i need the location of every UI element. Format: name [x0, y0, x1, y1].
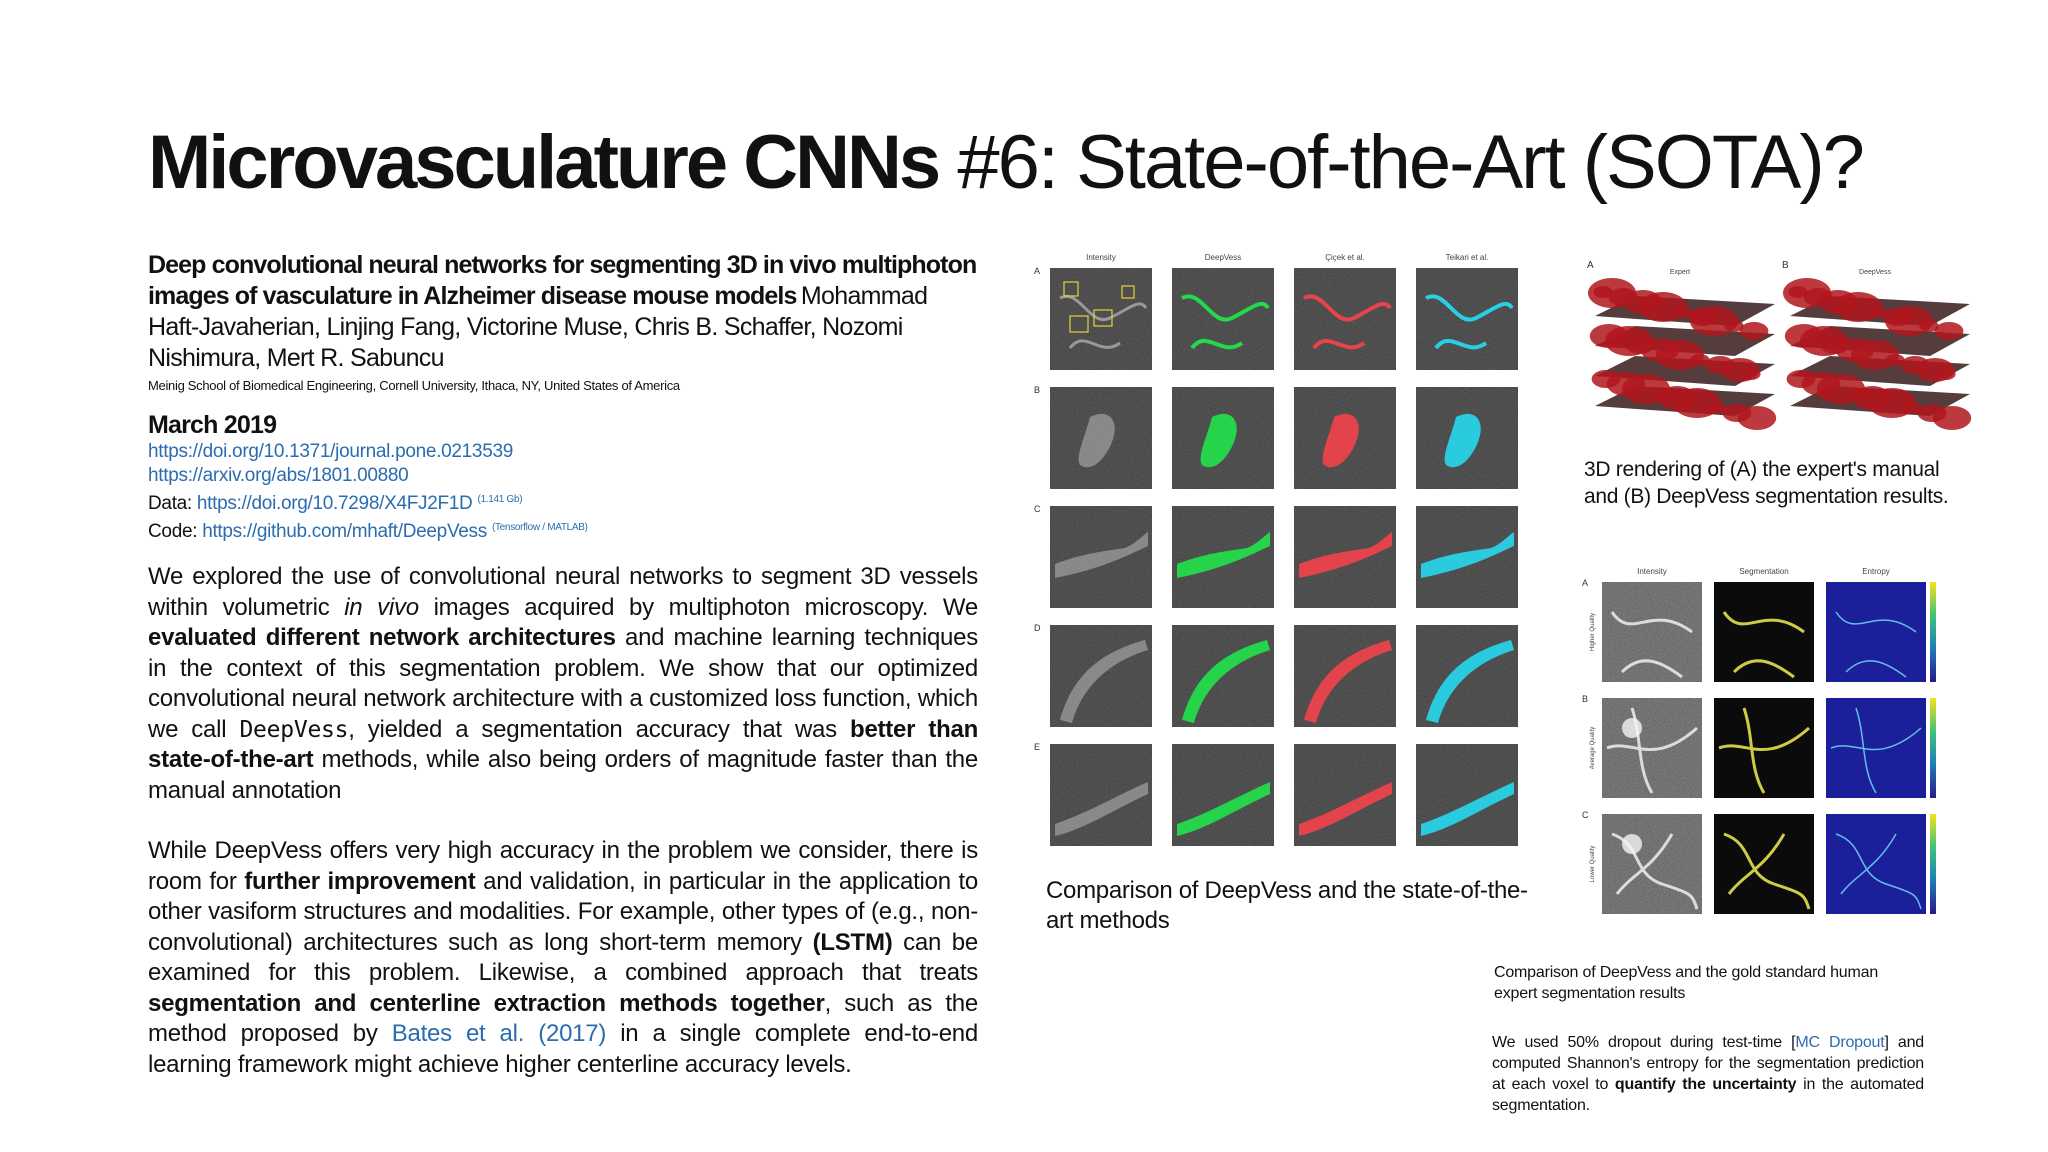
data-link[interactable]: https://doi.org/10.7298/X4FJ2F1D	[196, 493, 473, 514]
uncertainty-side-label: Average Quality	[1590, 726, 1596, 770]
title-light: #6: State-of-the-Art (SOTA)?	[957, 120, 1863, 205]
render-volume	[1588, 278, 1776, 430]
comparison-caption: Comparison of DeepVess and the state-of-the-art methods	[1046, 877, 1528, 934]
comparison-row-label: B	[1034, 385, 1041, 395]
paper-title-authors	[148, 250, 978, 374]
comparison-tile	[1050, 506, 1152, 608]
comparison-tile	[1050, 268, 1152, 370]
para1-deepvess-mono: DeepVess	[239, 716, 349, 743]
comparison-row-label: A	[1034, 266, 1041, 276]
para1-text-1: We explored the use of convolutional neural networks to segment 3D vessels within volumetric	[148, 563, 978, 621]
code-link[interactable]: https://github.com/mhaft/DeepVess	[202, 521, 487, 542]
paper-date: March 2019	[148, 411, 277, 439]
comparison-tile	[1294, 387, 1396, 489]
uncertainty-col-header: Intensity	[1637, 567, 1667, 576]
title-bold: Microvasculature CNNs	[148, 120, 939, 205]
para2-bold-3: segmentation and centerline extraction methods together	[148, 989, 825, 1017]
comparison-tile	[1294, 268, 1396, 370]
uncertainty-tile	[1714, 582, 1814, 682]
para2-bold-1: further improvement	[244, 867, 476, 895]
entropy-colorbar	[1930, 698, 1936, 798]
comparison-col-header: Intensity	[1086, 253, 1116, 262]
render-panel-label: A	[1587, 260, 1594, 271]
comparison-row-label: D	[1034, 623, 1041, 633]
comparison-tile	[1172, 506, 1274, 608]
comparison-figure	[1030, 250, 1530, 860]
render-volume	[1783, 278, 1971, 430]
comparison-tile	[1294, 625, 1396, 727]
para1-text-4: , yielded a segmentation accuracy that was	[348, 715, 851, 743]
comparison-tile	[1172, 744, 1274, 846]
comparison-tile	[1416, 268, 1518, 370]
para1-text-5: methods, while also being orders of magnitude faster than the manual annotation	[148, 746, 978, 804]
data-line	[148, 488, 978, 516]
render-figure	[1585, 258, 1975, 438]
comparison-row-label: E	[1034, 742, 1041, 752]
para1-text-2: images acquired by multiphoton microscopy. We	[418, 593, 978, 621]
dropout-text-2: ] and computed Shannon's entropy for the segmentation prediction at each voxel to	[1492, 1034, 1924, 1093]
uncertainty-side-label: Lower Quality	[1590, 845, 1596, 883]
comparison-col-header: DeepVess	[1204, 253, 1242, 262]
comparison-tile	[1416, 506, 1518, 608]
comparison-tile	[1172, 268, 1274, 370]
paper-title: Deep convolutional neural networks for segmenting 3D in vivo multiphoton images of vasculature in Alzheimer disease mouse models	[148, 251, 977, 310]
data-note: (1.141 Gb)	[477, 494, 523, 505]
uncertainty-tile	[1714, 814, 1814, 914]
paper-reference	[148, 250, 978, 544]
code-note: (Tensorflow / MATLAB)	[491, 522, 588, 533]
para2-text-4: , such as the method proposed by	[148, 989, 979, 1047]
paper-authors: Mohammad Haft-Javaherian, Linjing Fang, Victorine Muse, Chris B. Schaffer, Nozomi Nishimura, Mert R. Sabuncu	[148, 282, 928, 372]
paper-affiliation: Meinig School of Biomedical Engineering, Cornell University, Ithaca, NY, United States of America	[148, 378, 680, 393]
uncertainty-tile	[1826, 814, 1926, 914]
dropout-note	[1492, 1032, 1924, 1116]
dropout-text-1: We used 50% dropout during test-time [	[1492, 1034, 1796, 1051]
bright-spot	[1622, 834, 1642, 854]
comparison-tile	[1172, 625, 1274, 727]
doi-link[interactable]: https://doi.org/10.1371/journal.pone.0213539	[148, 441, 513, 462]
comparison-tile	[1172, 387, 1274, 489]
comparison-tile	[1416, 625, 1518, 727]
para1-text-3: and machine learning techniques in the context of this segmentation problem. We show that our optimized convolutional neural network architecture with a customized loss function, which we call	[148, 624, 978, 743]
dropout-bold: quantify the uncertainty	[1614, 1076, 1797, 1093]
abstract-paragraph	[148, 562, 978, 806]
mc-dropout-link[interactable]: MC Dropout	[1795, 1034, 1885, 1051]
uncertainty-side-label: Higher Quality	[1590, 612, 1596, 652]
uncertainty-tile	[1602, 698, 1702, 798]
comparison-tile	[1294, 506, 1396, 608]
uncertainty-figure	[1580, 562, 1970, 922]
uncertainty-tile	[1826, 582, 1926, 682]
para2-text-2: and validation, in particular in the application to other vasiform structures and modalities. For example, other types of (e.g., non-convolutional) architectures such as long short-term memory	[148, 867, 979, 956]
uncertainty-tile	[1602, 814, 1702, 914]
uncertainty-tile	[1602, 582, 1702, 682]
bright-spot	[1622, 718, 1642, 738]
dropout-text-3: in the automated segmentation.	[1492, 1076, 1924, 1114]
code-label: Code:	[148, 521, 198, 542]
uncertainty-row-label: A	[1582, 578, 1589, 588]
comparison-tile	[1050, 744, 1152, 846]
uncertainty-tile	[1826, 698, 1926, 798]
render-panel-label: B	[1782, 260, 1789, 271]
para1-bold-2: better than state-of-the-art	[148, 715, 978, 773]
render-sub-label: DeepVess	[1859, 269, 1891, 276]
slide-title	[148, 118, 1948, 208]
para2-text-5: in a single complete end-to-end learning framework might achieve higher centerline accuracy levels.	[148, 1020, 978, 1078]
uncertainty-tile	[1714, 698, 1814, 798]
comparison-row-label: C	[1034, 504, 1041, 514]
render-sub-label: Expert	[1669, 269, 1691, 276]
arxiv-link[interactable]: https://arxiv.org/abs/1801.00880	[148, 465, 409, 486]
uncertainty-col-header: Entropy	[1862, 567, 1890, 576]
para1-bold-1: evaluated different network architectures	[148, 624, 616, 651]
bates-link[interactable]: Bates et al. (2017)	[391, 1020, 607, 1047]
para1-italic: in vivo	[344, 593, 419, 621]
entropy-colorbar	[1930, 814, 1936, 914]
uncertainty-row-label: C	[1582, 810, 1589, 820]
comparison-tile	[1416, 387, 1518, 489]
comparison-tile	[1050, 387, 1152, 489]
comparison-tile	[1416, 744, 1518, 846]
entropy-colorbar	[1930, 582, 1936, 682]
uncertainty-row-label: B	[1582, 694, 1589, 704]
comparison-tile	[1294, 744, 1396, 846]
comparison-col-header: Teikari et al.	[1445, 253, 1489, 262]
code-line	[148, 516, 978, 544]
data-label: Data:	[148, 493, 192, 514]
para2-bold-2: (LSTM)	[812, 928, 893, 956]
para2-text-1: While DeepVess offers very high accuracy in the problem we consider, there is room for	[148, 837, 978, 895]
uncertainty-col-header: Segmentation	[1739, 567, 1789, 576]
render-caption: 3D rendering of (A) the expert's manual and (B) DeepVess segmentation results.	[1584, 458, 1949, 508]
comparison-col-header: Çiçek et al.	[1325, 253, 1365, 262]
para2-text-3: can be examined for this problem. Likewise, a combined approach that treats	[148, 928, 978, 986]
gold-standard-caption: Comparison of DeepVess and the gold standard human expert segmentation results	[1494, 964, 1879, 1002]
future-work-paragraph	[148, 836, 978, 1080]
comparison-tile	[1050, 625, 1152, 727]
